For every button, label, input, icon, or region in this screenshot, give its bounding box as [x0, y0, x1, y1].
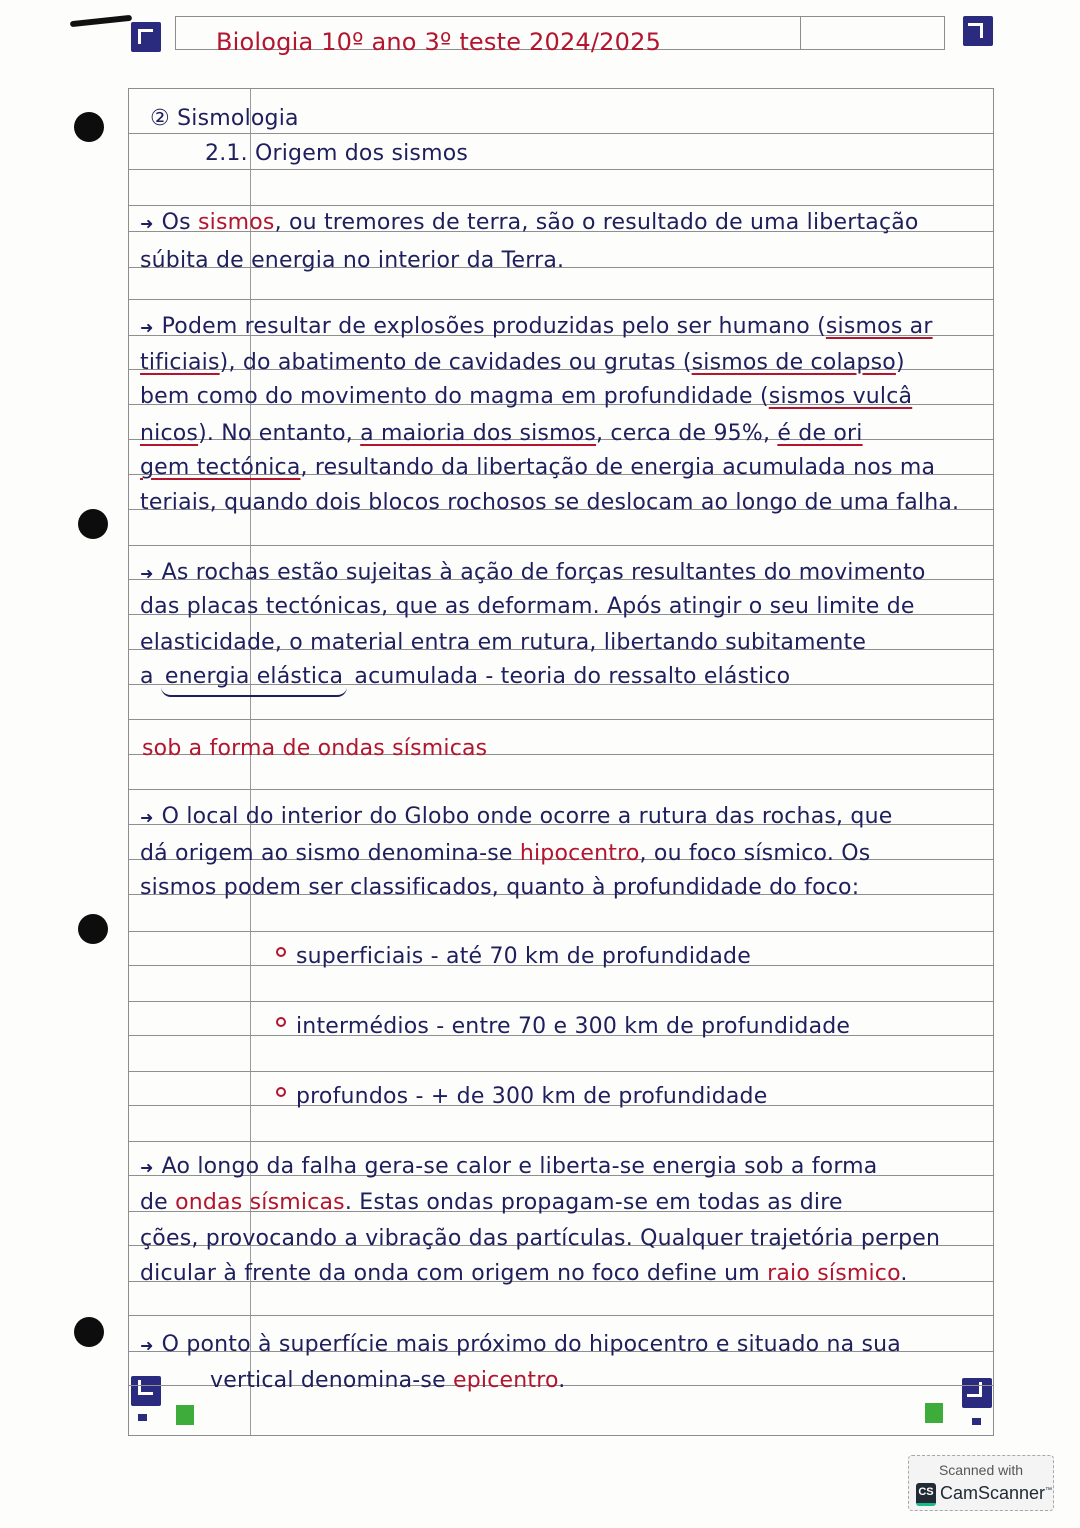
paragraph-5-line-4: dicular à frente da onda com origem no foco define um raio sísmico.	[140, 1261, 908, 1286]
camscanner-watermark	[908, 1455, 1054, 1511]
subsection-heading: 2.1. Origem dos sismos	[205, 141, 469, 166]
note-ondas-sismicas: sob a forma de ondas sísmicas	[142, 736, 488, 761]
binder-hole-4-icon	[74, 1317, 104, 1347]
term-sismos-vulcanicos: sismos vulcâ	[768, 384, 913, 409]
camscanner-logo-icon: CS	[916, 1483, 936, 1506]
list-item: profundos - + de 300 km de profundidade	[276, 1086, 767, 1108]
paragraph-1-line-1: ➜ Os sismos, ou tremores de terra, são o resultado de uma libertação	[140, 210, 919, 235]
paragraph-5-line-1: ➜ Ao longo da falha gera-se calor e liberta-se energia sob a forma	[140, 1154, 878, 1179]
term-hipocentro: hipocentro	[519, 841, 640, 866]
paragraph-3-line-1: ➜ As rochas estão sujeitas à ação de forças resultantes do movimento	[140, 560, 926, 585]
term-maioria-sismos: a maioria dos sismos	[360, 421, 597, 446]
header-divider	[800, 17, 801, 49]
term-epicentro: epicentro	[453, 1368, 559, 1393]
arrow-bullet-icon: ➜	[140, 564, 154, 583]
watermark-caption: Scanned with	[938, 1462, 1024, 1478]
paragraph-2-line-4: nicos). No entanto, a maioria dos sismos, cerca de 95%, é de ori	[140, 421, 863, 446]
corner-marker-top-right-icon	[963, 16, 993, 46]
arrow-bullet-icon: ➜	[140, 318, 154, 337]
paragraph-3-line-3: elasticidade, o material entra em rutura, libertando subitamente	[140, 630, 867, 655]
section-heading	[150, 108, 299, 130]
arrow-bullet-icon: ➜	[140, 1336, 154, 1355]
paragraph-6-line-1: ➜ O ponto à superfície mais próximo do hipocentro e situado na sua	[140, 1332, 901, 1357]
arrow-bullet-icon: ➜	[140, 214, 154, 233]
paragraph-2-line-5: gem tectónica, resultando da libertação de energia acumulada nos ma	[140, 455, 936, 480]
section-number: ②	[150, 106, 170, 131]
binder-hole-3-icon	[78, 914, 108, 944]
pen-stroke-mark	[70, 15, 132, 27]
term-sismos: sismos	[197, 210, 275, 235]
term-raio-sismico: raio sísmico	[767, 1261, 901, 1286]
circle-bullet-icon	[276, 1087, 286, 1097]
term-sismos-colapso: sismos de colapso	[691, 350, 896, 375]
paragraph-5-line-3: ções, provocando a vibração das partículas. Qualquer trajetória perpen	[140, 1226, 941, 1251]
list-item: superficiais - até 70 km de profundidade	[276, 946, 751, 968]
paragraph-4-line-2: dá origem ao sismo denomina-se hipocentro, ou foco sísmico. Os	[140, 841, 871, 866]
watermark-brand: CamScanner™	[940, 1483, 1053, 1503]
circle-bullet-icon	[276, 947, 286, 957]
corner-marker-top-left-icon	[131, 22, 161, 52]
page-title: Biologia 10º ano 3º teste 2024/2025	[216, 28, 662, 56]
binder-hole-1-icon	[74, 112, 104, 142]
arrow-bullet-icon: ➜	[140, 808, 154, 827]
paragraph-6-line-2: vertical denomina-se epicentro.	[210, 1368, 566, 1393]
paragraph-3-line-4: a energia elástica acumulada - teoria do ressalto elástico	[140, 666, 790, 688]
paragraph-3-line-2: das placas tectónicas, que as deformam. Após atingir o seu limite de	[140, 594, 915, 619]
list-item: intermédios - entre 70 e 300 km de profundidade	[276, 1016, 850, 1038]
paragraph-2-line-1: ➜ Podem resultar de explosões produzidas pelo ser humano (sismos ar	[140, 314, 933, 339]
paragraph-1-line-2: súbita de energia no interior da Terra.	[140, 248, 565, 273]
binder-hole-2-icon	[78, 509, 108, 539]
paragraph-4-line-1: ➜ O local do interior do Globo onde ocorre a rutura das rochas, que	[140, 804, 893, 829]
circle-bullet-icon	[276, 1017, 286, 1027]
arrow-bullet-icon: ➜	[140, 1158, 154, 1177]
paragraph-2-line-2: tificiais), do abatimento de cavidades ou grutas (sismos de colapso)	[140, 350, 905, 375]
term-ondas-sismicas: ondas sísmicas	[175, 1190, 345, 1215]
paragraph-5-line-2: de ondas sísmicas. Estas ondas propagam-se em todas as dire	[140, 1190, 843, 1215]
paragraph-2-line-6: teriais, quando dois blocos rochosos se deslocam ao longo de uma falha.	[140, 490, 960, 515]
section-title: Sismologia	[177, 106, 299, 131]
paragraph-4-line-3: sismos podem ser classificados, quanto à profundidade do foco:	[140, 875, 860, 900]
term-origem-tectonica: gem tectónica	[140, 455, 301, 480]
term-energia-elastica: energia elástica	[161, 664, 347, 697]
term-sismos-artificiais: sismos ar	[825, 314, 933, 339]
paragraph-2-line-3: bem como do movimento do magma em profundidade (sismos vulcâ	[140, 384, 913, 409]
